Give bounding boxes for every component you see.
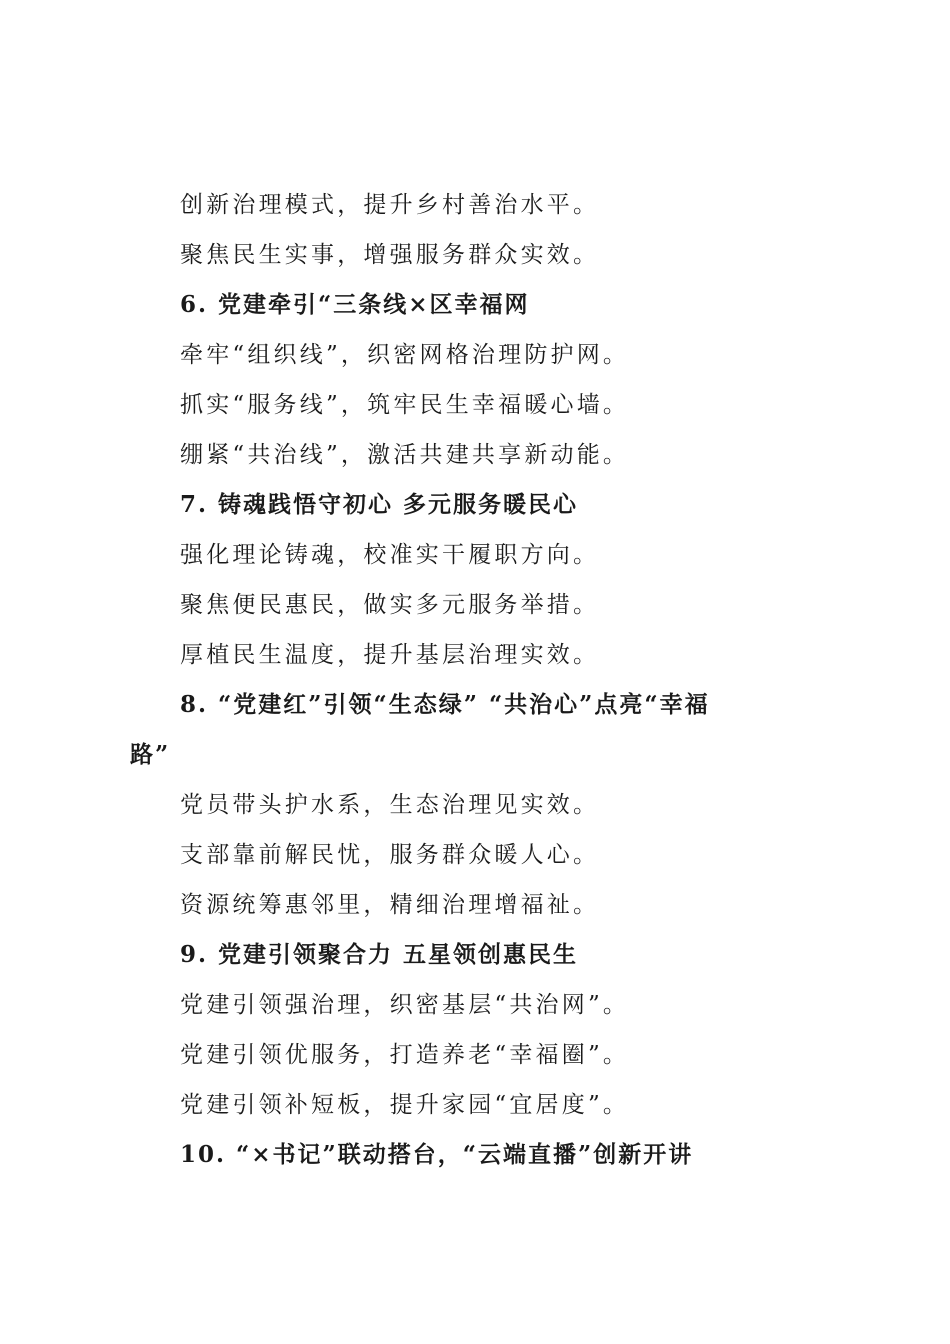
body-line: 牵牢“组织线”，织密网格治理防护网。 bbox=[180, 342, 630, 368]
body-line: 抓实“服务线”，筑牢民生幸福暖心墙。 bbox=[180, 392, 630, 418]
body-line: 资源统筹惠邻里，精细治理增福祉。 bbox=[180, 892, 600, 918]
body-line: 党建引领优服务，打造养老“幸福圈”。 bbox=[180, 1042, 630, 1068]
body-line: 创新治理模式，提升乡村善治水平。 bbox=[180, 192, 600, 218]
body-line: 聚焦民生实事，增强服务群众实效。 bbox=[180, 242, 600, 268]
section-heading-8: 8. “党建红”引领“生态绿” “共治心”点亮“幸福 bbox=[180, 691, 710, 718]
section-heading-8-continuation: 路” bbox=[130, 741, 171, 768]
body-line: 绷紧“共治线”，激活共建共享新动能。 bbox=[180, 442, 630, 468]
body-line: 支部靠前解民忧，服务群众暖人心。 bbox=[180, 842, 600, 868]
body-line: 党员带头护水系，生态治理见实效。 bbox=[180, 792, 600, 818]
section-heading-7: 7. 铸魂践悟守初心 多元服务暖民心 bbox=[180, 491, 579, 518]
body-line: 厚植民生温度，提升基层治理实效。 bbox=[180, 642, 600, 668]
body-line: 强化理论铸魂，校准实干履职方向。 bbox=[180, 542, 600, 568]
section-heading-6: 6. 党建牵引“三条线×区幸福网 bbox=[180, 291, 530, 318]
body-line: 党建引领强治理，织密基层“共治网”。 bbox=[180, 992, 630, 1018]
body-line: 聚焦便民惠民，做实多元服务举措。 bbox=[180, 592, 600, 618]
body-line: 党建引领补短板，提升家园“宜居度”。 bbox=[180, 1092, 630, 1118]
section-heading-10: 10. “×书记”联动搭台，“云端直播”创新开讲 bbox=[180, 1141, 694, 1168]
section-heading-9: 9. 党建引领聚合力 五星领创惠民生 bbox=[180, 941, 579, 968]
